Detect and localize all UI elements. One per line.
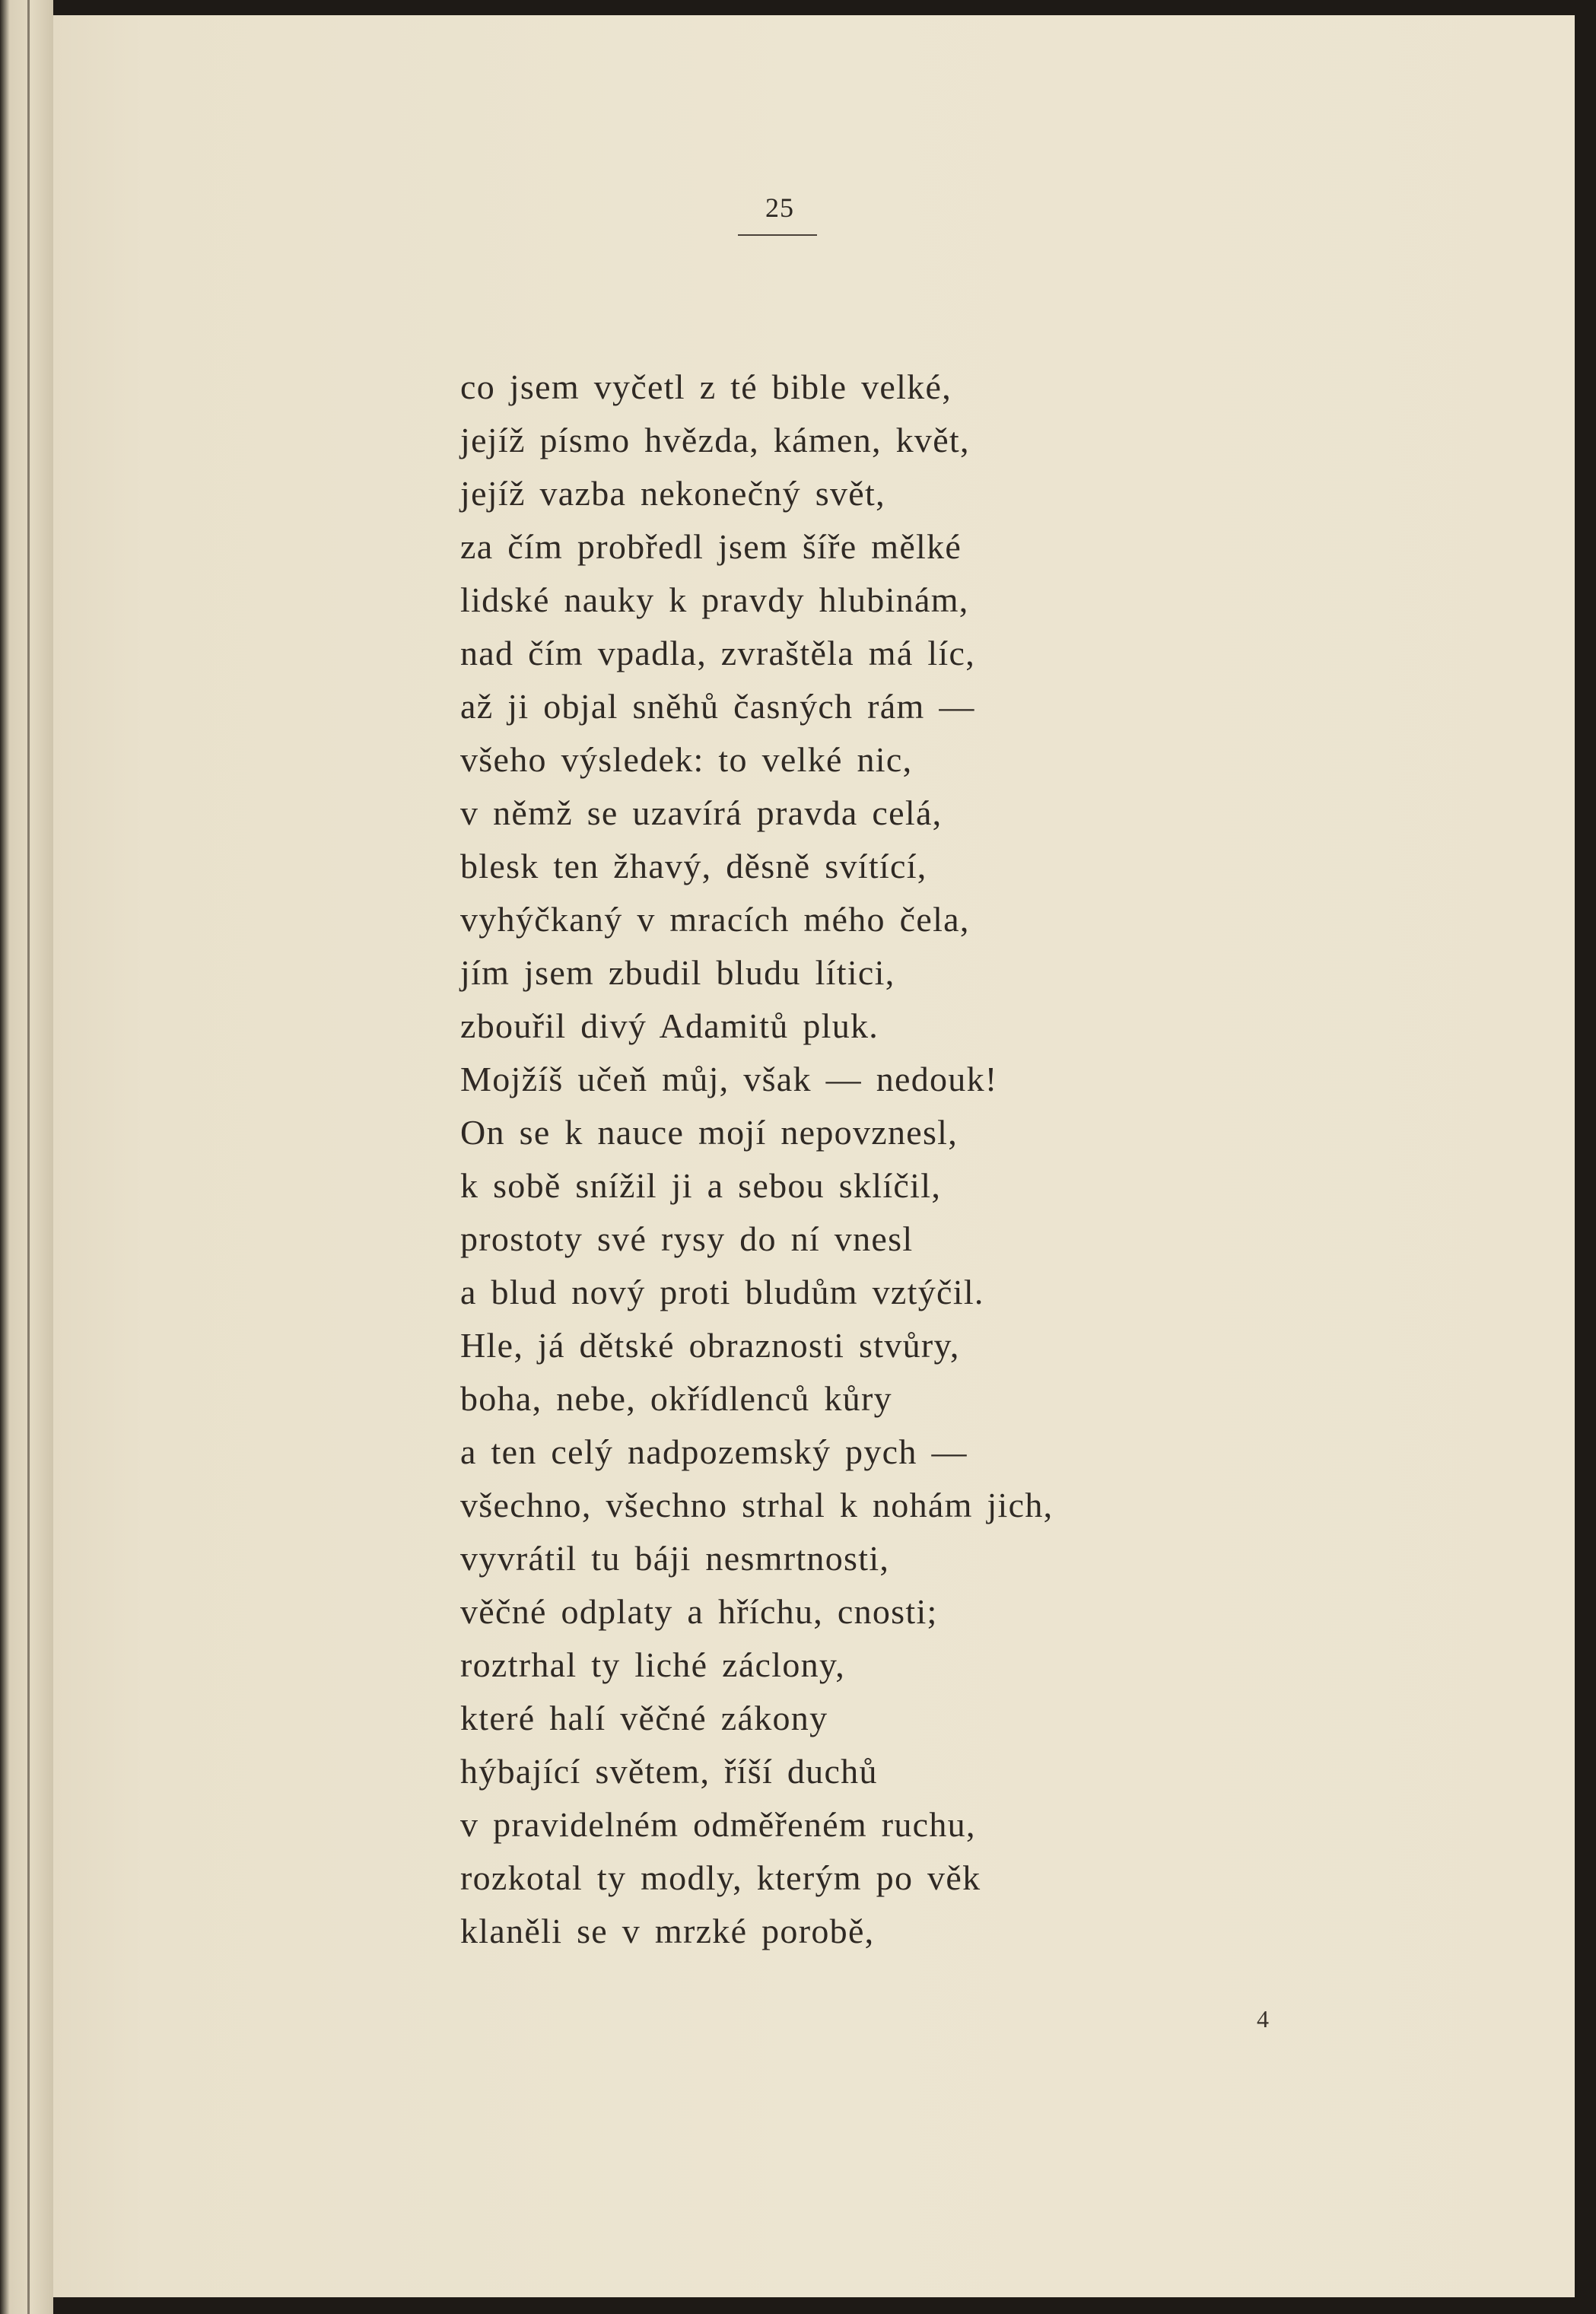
signature-mark: 4 xyxy=(1257,2005,1269,2033)
poem-line: všechno, všechno strhal k nohám jich, xyxy=(460,1486,1054,1524)
poem-line: klaněli se v mrzké porobě, xyxy=(460,1912,875,1950)
poem-line: až ji objal sněhů časných rám — xyxy=(460,687,975,726)
poem-line: v němž se uzavírá pravda celá, xyxy=(460,793,943,832)
book-binding-edge xyxy=(0,0,53,2314)
poem-line: jejíž vazba nekonečný svět, xyxy=(460,474,885,513)
poem-line: Hle, já dětské obraznosti stvůry, xyxy=(460,1326,960,1365)
poem-line: vyhýčkaný v mracích mého čela, xyxy=(460,900,970,939)
poem-line: blesk ten žhavý, děsně svítící, xyxy=(460,847,927,885)
poem-line: lidské nauky k pravdy hlubinám, xyxy=(460,580,969,619)
poem-line: Mojžíš učeň můj, však — nedouk! xyxy=(460,1060,998,1098)
poem-line: k sobě snížil ji a sebou sklíčil, xyxy=(460,1166,942,1205)
poem-line: a blud nový proti bludům vztýčil. xyxy=(460,1273,984,1311)
poem-text xyxy=(460,361,1053,1958)
poem-line: rozkotal ty modly, kterým po věk xyxy=(460,1858,981,1897)
poem-line: On se k nauce mojí nepovznesl, xyxy=(460,1113,959,1152)
poem-line: jím jsem zbudil bludu lítici, xyxy=(460,953,895,992)
poem-line: které halí věčné zákony xyxy=(460,1699,828,1737)
poem-line: v pravidelném odměřeném ruchu, xyxy=(460,1805,976,1844)
poem-line: všeho výsledek: to velké nic, xyxy=(460,740,913,779)
poem-line: za čím probředl jsem šíře mělké xyxy=(460,527,962,566)
poem-line: věčné odplaty a hříchu, cnosti; xyxy=(460,1592,938,1631)
poem-line: roztrhal ty liché záclony, xyxy=(460,1645,846,1684)
poem-line: a ten celý nadpozemský pych — xyxy=(460,1432,968,1471)
poem-line: zbouřil divý Adamitů pluk. xyxy=(460,1006,879,1045)
page-number-rule xyxy=(738,234,817,236)
poem-line: vyvrátil tu báji nesmrtnosti, xyxy=(460,1539,890,1578)
poem-line: prostoty své rysy do ní vnesl xyxy=(460,1219,914,1258)
poem-line: nad čím vpadla, zvraštěla má líc, xyxy=(460,634,976,672)
poem-line: boha, nebe, okřídlenců kůry xyxy=(460,1379,892,1418)
poem-line: hýbající světem, říší duchů xyxy=(460,1752,878,1791)
page-number: 25 xyxy=(765,192,794,223)
poem-line: jejíž písmo hvězda, kámen, květ, xyxy=(460,421,970,459)
poem-line: co jsem vyčetl z té bible velké, xyxy=(460,367,952,406)
